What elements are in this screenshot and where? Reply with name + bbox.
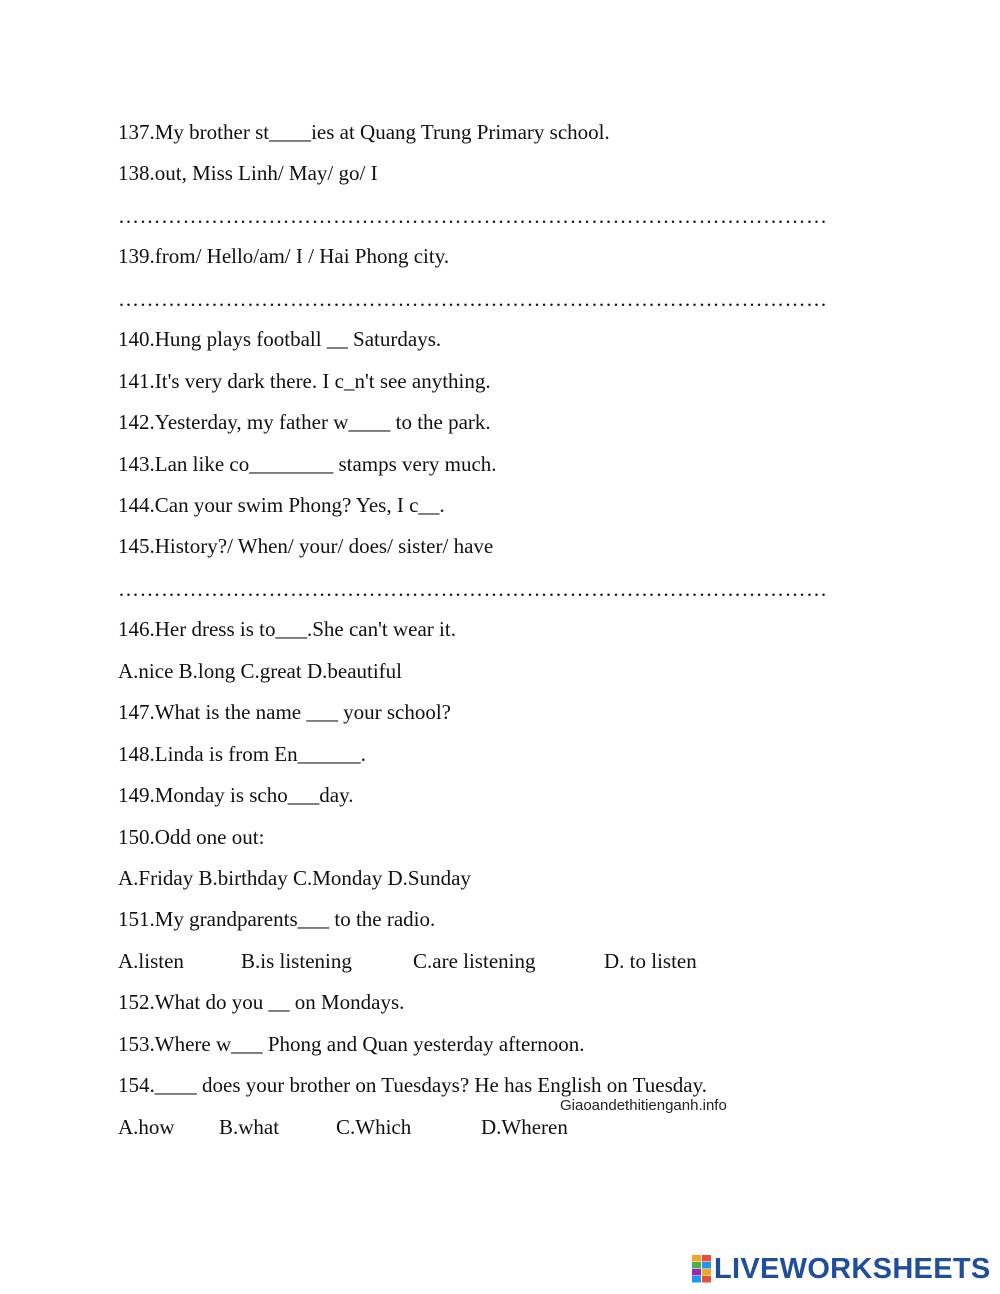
options-150: A.Friday B.birthday C.Monday D.Sunday [118, 866, 471, 890]
question-149: 149.Monday is scho___day. [118, 783, 354, 807]
question-143: 143.Lan like co________ stamps very much. [118, 452, 497, 476]
question-146: 146.Her dress is to___.She can't wear it. [118, 617, 456, 641]
options-151 [118, 948, 818, 974]
question-140: 140.Hung plays football __ Saturdays. [118, 327, 442, 351]
option-d[interactable]: D.Wheren [481, 1115, 568, 1139]
question-151: 151.My grandparents___ to the radio. [118, 907, 436, 931]
option-d[interactable]: D. to listen [604, 949, 697, 973]
question-145: 145.History?/ When/ your/ does/ sister/ have [118, 534, 494, 558]
question-144: 144.Can your swim Phong? Yes, I c__. [118, 493, 445, 517]
question-153: 153.Where w___ Phong and Quan yesterday afternoon. [118, 1032, 585, 1056]
option-a[interactable]: A.listen [118, 949, 184, 973]
brand-name: LIVEWORKSHEETS [714, 1252, 991, 1285]
option-b[interactable]: B.what [219, 1115, 280, 1139]
answer-line-139[interactable]: ……………………………………………………………………………………… [118, 287, 828, 311]
option-c[interactable]: C.Which [336, 1115, 412, 1139]
option-a[interactable]: A.how [118, 1115, 175, 1139]
question-138: 138.out, Miss Linh/ May/ go/ I [118, 161, 378, 185]
option-c[interactable]: C.are listening [413, 949, 536, 973]
question-152: 152.What do you __ on Mondays. [118, 990, 405, 1014]
answer-line-138[interactable]: ……………………………………………………………………………………… [118, 204, 828, 228]
answer-line-145[interactable]: ……………………………………………………………………………………… [118, 577, 828, 601]
options-154 [118, 1114, 818, 1140]
question-154: 154.____ does your brother on Tuesdays? He has English on Tuesday. [118, 1073, 707, 1097]
question-148: 148.Linda is from En______. [118, 742, 366, 766]
question-141: 141.It's very dark there. I c_n't see anything. [118, 369, 491, 393]
question-139: 139.from/ Hello/am/ I / Hai Phong city. [118, 244, 450, 268]
option-b[interactable]: B.is listening [241, 949, 352, 973]
options-146: A.nice B.long C.great D.beautiful [118, 659, 403, 683]
question-150: 150.Odd one out: [118, 825, 265, 849]
question-142: 142.Yesterday, my father w____ to the park. [118, 410, 491, 434]
question-147: 147.What is the name ___ your school? [118, 700, 452, 724]
watermark-text: Giaoandethitienganh.info [560, 1097, 727, 1114]
liveworksheets-logo[interactable] [692, 1254, 991, 1284]
liveworksheets-logo-icon [692, 1255, 712, 1283]
question-137: 137.My brother st____ies at Quang Trung Primary school. [118, 120, 610, 144]
